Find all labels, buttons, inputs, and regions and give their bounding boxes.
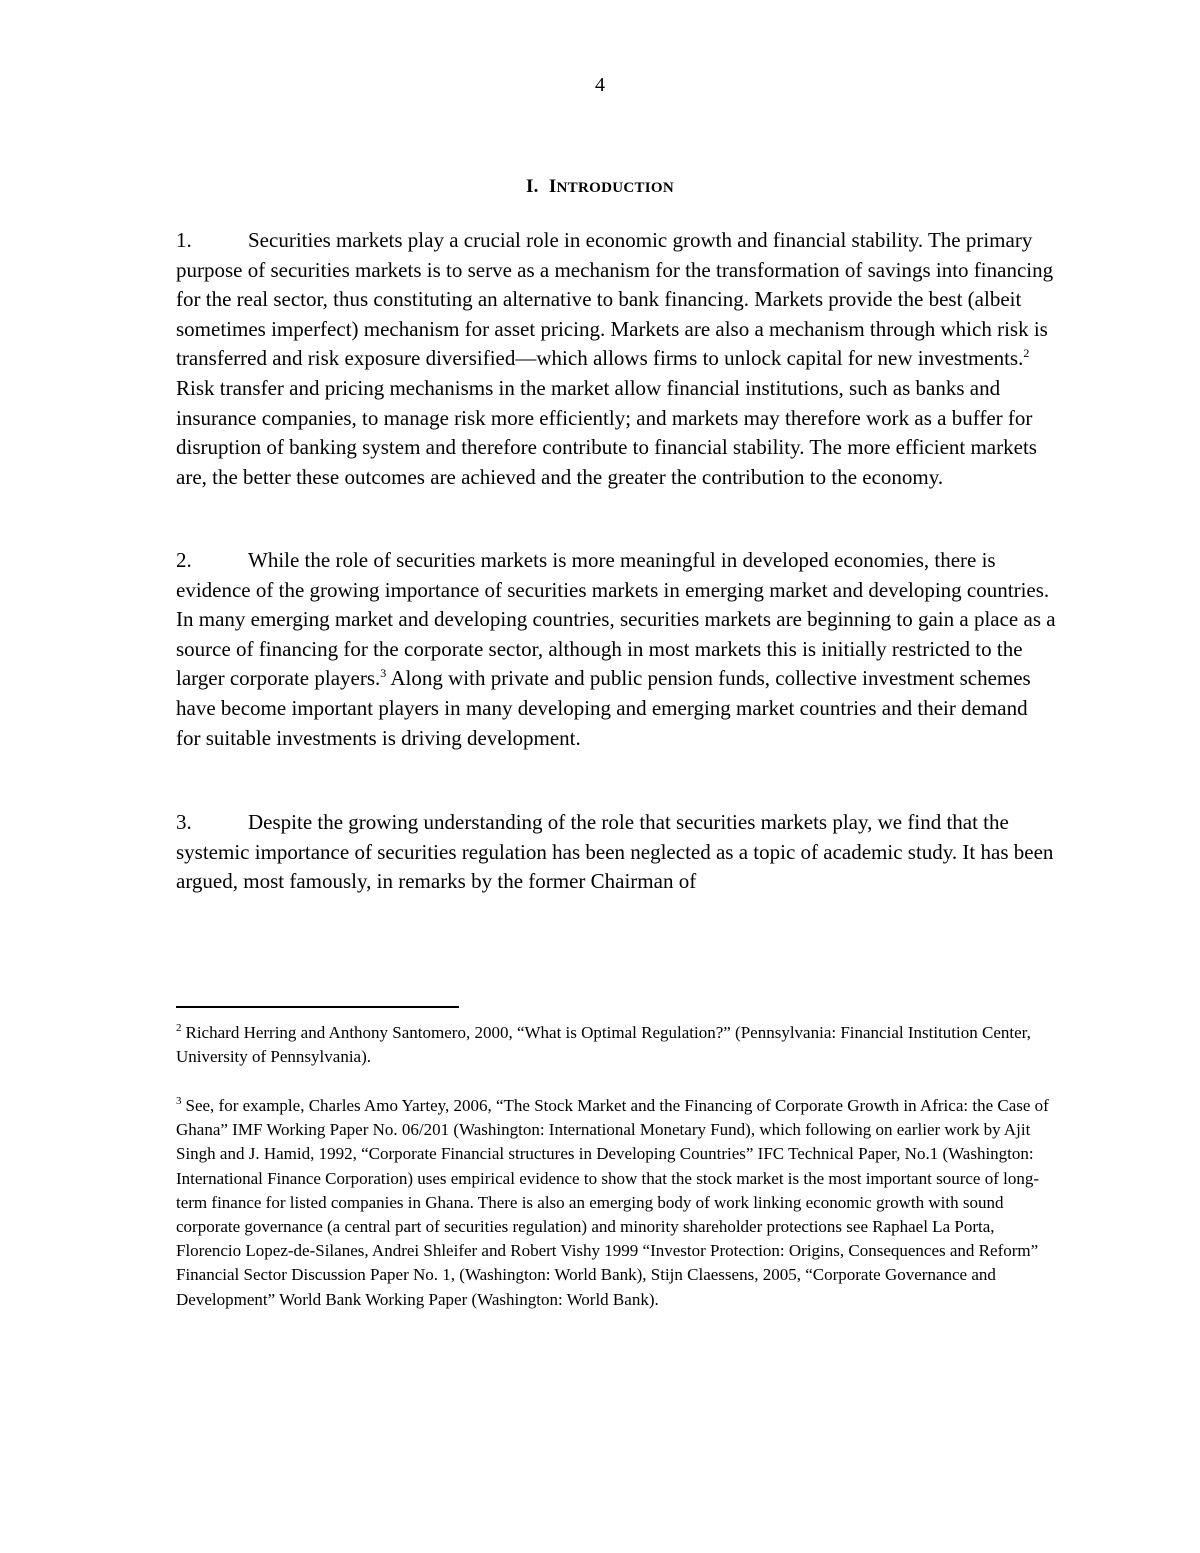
paragraph-text: While the role of securities markets is more meaningful in developed economies, there is evidence of the growing importance of securities markets in emerging market and developing countries. In many emerging market and developing countries, securities markets are beginning to gain a place as a source of financing for the corporate sector, although in most markets this is initially restricted to the larger corporate players. <box>176 548 1056 691</box>
paragraph-text-continued: Risk transfer and pricing mechanisms in the market allow financial institutions, such as banks and insurance companies, to manage risk more efficiently; and markets may therefore work as a buffer for disruption of banking system and therefore contribute to financial stability. The more efficient markets are, the better these outcomes are achieved and the greater the contribution to the economy. <box>176 375 1037 489</box>
footnote-separator <box>176 1006 459 1008</box>
page-number: 4 <box>595 74 605 96</box>
paragraph-number: 2. <box>176 548 192 572</box>
paragraph-text: Securities markets play a crucial role in economic growth and financial stability. The primary purpose of securities markets is to serve as a mechanism for the transformation of savings into financing for the real sector, thus constituting an alternative to bank financing. Markets provide the best (albeit sometimes imperfect) mechanism for asset pricing. Markets are also a mechanism through which risk is transferred and risk exposure diversified—which allows firms to unlock capital for new investments. <box>176 228 1054 371</box>
paragraph-text-continued: Along with private and public pension funds, collective investment schemes have become important players in many developing and emerging market countries and their demand for suitable investments is driving development. <box>176 666 1031 750</box>
footnote-mark: 2 <box>176 1022 182 1034</box>
footnote-mark: 3 <box>176 1095 182 1107</box>
section-heading <box>0 174 1200 201</box>
section-numeral: I. <box>525 176 539 197</box>
footnote-reference[interactable]: 2 <box>1023 346 1030 361</box>
paragraph-number: 1. <box>176 228 192 252</box>
footnote-text: Richard Herring and Anthony Santomero, 2000, “What is Optimal Regulation?” (Pennsylvania: Financial Institution Center, University of Pennsylvania). <box>176 1023 1031 1067</box>
footnote-3 <box>176 1094 1060 1312</box>
paragraph-1 <box>176 226 1056 492</box>
paragraph-text: Despite the growing understanding of the role that securities markets play, we find that the systemic importance of securities regulation has been neglected as a topic of academic study. It has been argued, most famously, in remarks by the former Chairman of <box>176 810 1054 894</box>
paragraph-number: 3. <box>176 810 192 834</box>
paragraph-2 <box>176 546 1056 753</box>
section-title-initial: I <box>548 176 557 197</box>
paragraph-3 <box>176 808 1056 897</box>
footnote-text: See, for example, Charles Amo Yartey, 2006, “The Stock Market and the Financing of Corporate Growth in Africa: the Case of Ghana” IMF Working Paper No. 06/201 (Washington: International Monetary Fund), which following on earlier work by Ajit Singh and J. Hamid, 1992, “Corporate Financial structures in Developing Countries” IFC Technical Paper, No.1 (Washington: International Finance Corporation) uses empirical evidence to show that the stock market is the most important source of long-term finance for listed companies in Ghana. There is also an emerging body of work linking economic growth with sound corporate governance (a central part of securities regulation) and minority shareholder protections see Raphael La Porta, Florencio Lopez-de-Silanes, Andrei Shleifer and Robert Vishy 1999 “Investor Protection: Origins, Consequences and Reform” Financial Sector Discussion Paper No. 1, (Washington: World Bank), Stijn Claessens, 2005, “Corporate Governance and Development” World Bank Working Paper (Washington: World Bank). <box>176 1096 1049 1309</box>
section-title-rest: NTRODUCTION <box>556 180 675 196</box>
footnote-2 <box>176 1021 1060 1069</box>
footnote-reference[interactable]: 3 <box>380 666 387 681</box>
